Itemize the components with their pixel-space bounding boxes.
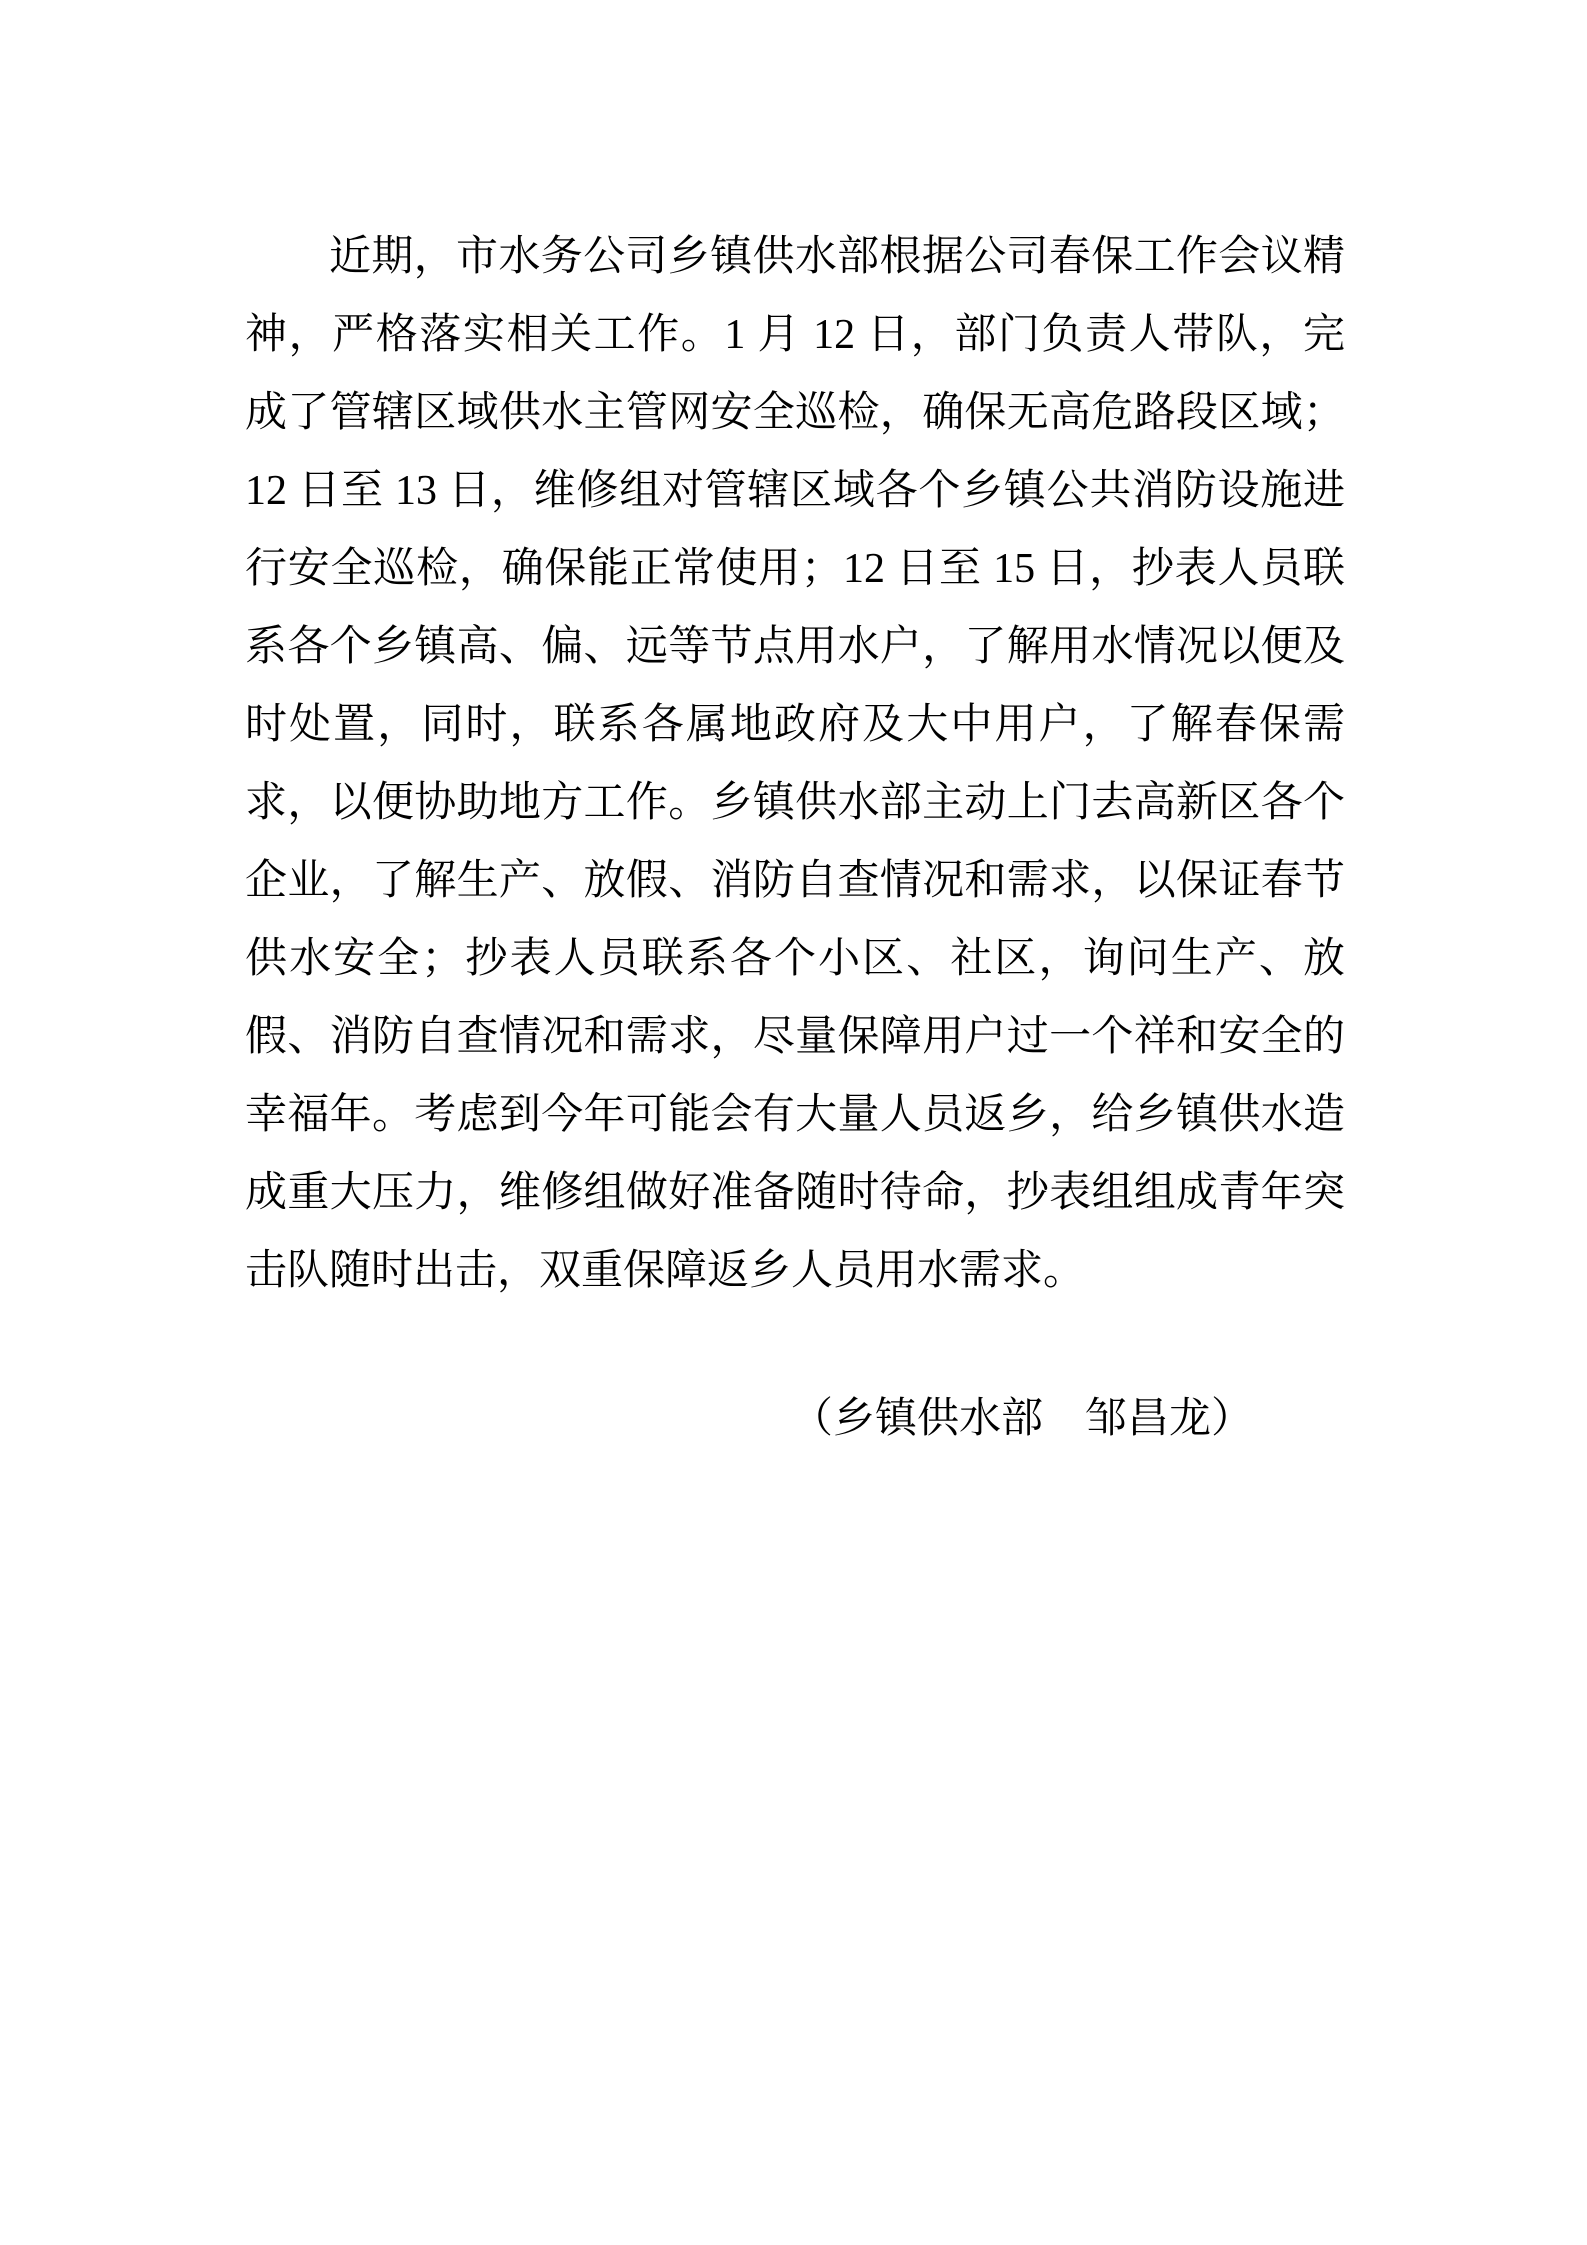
document-content [245, 218, 1345, 1458]
body-paragraph: 近期，市水务公司乡镇供水部根据公司春保工作会议精神，严格落实相关工作。1 月 12 日，部门负责人带队，完成了管辖区域供水主管网安全巡检，确保无高危路段区域；12 日至 13 日，维修组对管辖区域各个乡镇公共消防设施进行安全巡检，确保能正常使用；12 日至 15 日，抄表人员联系各个乡镇高、偏、远等节点用水户，了解用水情况以便及时处置，同时，联系各属地政府及大中用户，了解春保需求，以便协助地方工作。乡镇供水部主动上门去高新区各个企业，了解生产、放假、消防自查情况和需求，以保证春节供水安全；抄表人员联系各个小区、社区，询问生产、放假、消防自查情况和需求，尽量保障用户过一个祥和安全的幸福年。考虑到今年可能会有大量人员返乡，给乡镇供水造成重大压力，维修组做好准备随时待命，抄表组组成青年突击队随时出击，双重保障返乡人员用水需求。 [245, 234, 1345, 1294]
signature-line: （乡镇供水部 邹昌龙） [790, 1396, 1253, 1442]
